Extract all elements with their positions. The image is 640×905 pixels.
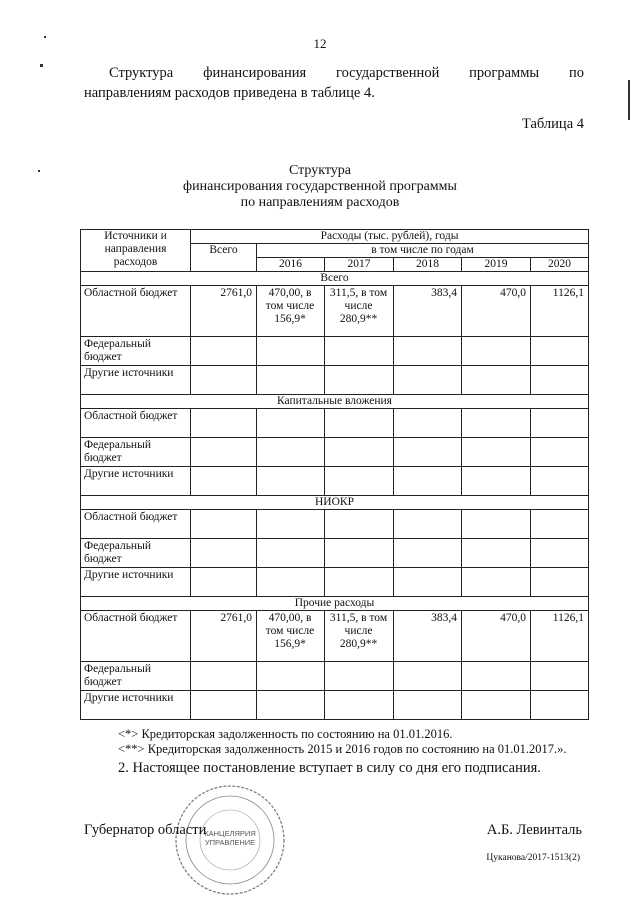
cell-year-value bbox=[531, 568, 589, 597]
cell-year-value bbox=[394, 568, 462, 597]
cell-year-value bbox=[462, 337, 531, 366]
cell-year-value bbox=[531, 366, 589, 395]
intro-paragraph bbox=[84, 63, 584, 103]
stamp-text: КАНЦЕЛЯРИЯ bbox=[204, 829, 256, 838]
cell-year-value: 1126,1 bbox=[531, 611, 589, 662]
scan-mark bbox=[38, 170, 40, 172]
cell-year-value bbox=[325, 539, 394, 568]
cell-year-value bbox=[257, 366, 325, 395]
section-row bbox=[81, 272, 589, 286]
table-title-line-2: финансирования государственной программы bbox=[183, 179, 457, 194]
cell-year-value bbox=[531, 467, 589, 496]
cell-year-value bbox=[257, 409, 325, 438]
footnote: <*> Кредиторская задолженность по состоянию на 01.01.2016. bbox=[118, 727, 453, 741]
section-title: НИОКР bbox=[81, 496, 589, 510]
cell-year-value bbox=[394, 337, 462, 366]
cell-year-value bbox=[462, 510, 531, 539]
header-total: Всего bbox=[191, 244, 257, 272]
cell-year-value bbox=[325, 467, 394, 496]
scan-mark bbox=[40, 64, 43, 67]
header-by-years: в том числе по годам bbox=[257, 244, 589, 258]
cell-year-value bbox=[531, 337, 589, 366]
cell-year-value bbox=[462, 467, 531, 496]
cell-year-value bbox=[394, 467, 462, 496]
row-label: Областной бюджет bbox=[81, 286, 191, 337]
cell-total bbox=[191, 366, 257, 395]
row-label: Областной бюджет bbox=[81, 409, 191, 438]
cell-year-value: 470,0 bbox=[462, 611, 531, 662]
official-stamp bbox=[172, 782, 288, 898]
cell-total bbox=[191, 662, 257, 691]
row-label: Федеральный бюджет bbox=[81, 539, 191, 568]
table-title-line-1: Структура bbox=[288, 163, 352, 178]
footnotes bbox=[118, 727, 567, 757]
cell-year-value bbox=[257, 467, 325, 496]
cell-total: 2761,0 bbox=[191, 611, 257, 662]
cell-year-value bbox=[394, 662, 462, 691]
signatory-title: Губернатор области bbox=[84, 822, 207, 838]
table-row bbox=[81, 510, 589, 539]
cell-total bbox=[191, 510, 257, 539]
table-row bbox=[81, 409, 589, 438]
row-label: Другие источники bbox=[81, 691, 191, 720]
row-label: Федеральный бюджет bbox=[81, 662, 191, 691]
row-label: Федеральный бюджет bbox=[81, 438, 191, 467]
header-year: 2016 bbox=[257, 258, 325, 272]
header-year: 2017 bbox=[325, 258, 394, 272]
row-label: Областной бюджет bbox=[81, 611, 191, 662]
cell-year-value bbox=[325, 510, 394, 539]
section-row bbox=[81, 496, 589, 510]
financing-table bbox=[80, 229, 589, 720]
cell-year-value bbox=[462, 366, 531, 395]
intro-line-2: направлениям расходов приведена в таблице 4. bbox=[84, 85, 375, 101]
intro-line-1: Структура финансирования государственной программы по bbox=[109, 65, 584, 81]
document-code: Цуканова/2017-1513(2) bbox=[486, 853, 580, 863]
header-year: 2020 bbox=[531, 258, 589, 272]
cell-year-value bbox=[325, 568, 394, 597]
cell-year-value: 311,5, в том числе 280,9** bbox=[325, 286, 394, 337]
header-year: 2019 bbox=[462, 258, 531, 272]
cell-year-value bbox=[462, 409, 531, 438]
cell-year-value: 383,4 bbox=[394, 286, 462, 337]
header-expenses: Расходы (тыс. рублей), годы bbox=[191, 230, 589, 244]
cell-year-value bbox=[257, 662, 325, 691]
table-body bbox=[81, 272, 589, 720]
cell-year-value bbox=[257, 510, 325, 539]
cell-total: 2761,0 bbox=[191, 286, 257, 337]
table-row bbox=[81, 662, 589, 691]
cell-year-value: 470,00, в том числе 156,9* bbox=[257, 611, 325, 662]
cell-total bbox=[191, 337, 257, 366]
cell-year-value: 1126,1 bbox=[531, 286, 589, 337]
cell-year-value bbox=[257, 539, 325, 568]
table-row bbox=[81, 467, 589, 496]
header-year: 2018 bbox=[394, 258, 462, 272]
cell-total bbox=[191, 568, 257, 597]
footnote: <**> Кредиторская задолженность 2015 и 2016 годов по состоянию на 01.01.2017.». bbox=[118, 742, 567, 756]
section-title: Капитальные вложения bbox=[81, 395, 589, 409]
row-label: Другие источники bbox=[81, 467, 191, 496]
cell-year-value bbox=[531, 691, 589, 720]
cell-year-value bbox=[462, 662, 531, 691]
table-row bbox=[81, 539, 589, 568]
cell-year-value: 470,0 bbox=[462, 286, 531, 337]
cell-year-value: 383,4 bbox=[394, 611, 462, 662]
cell-total bbox=[191, 467, 257, 496]
table-row bbox=[81, 691, 589, 720]
cell-year-value bbox=[325, 438, 394, 467]
cell-year-value bbox=[531, 438, 589, 467]
table-row bbox=[81, 337, 589, 366]
cell-year-value bbox=[325, 662, 394, 691]
section-row bbox=[81, 395, 589, 409]
cell-year-value bbox=[394, 539, 462, 568]
cell-year-value bbox=[394, 438, 462, 467]
cell-year-value bbox=[531, 662, 589, 691]
cell-total bbox=[191, 691, 257, 720]
cell-year-value bbox=[325, 337, 394, 366]
row-label: Другие источники bbox=[81, 568, 191, 597]
table-row bbox=[81, 438, 589, 467]
stamp-text: УПРАВЛЕНИЕ bbox=[204, 838, 256, 847]
table-row bbox=[81, 611, 589, 662]
header-sources: Источники и направления расходов bbox=[81, 230, 191, 272]
cell-year-value: 470,00, в том числе 156,9* bbox=[257, 286, 325, 337]
cell-year-value bbox=[394, 510, 462, 539]
row-label: Федеральный бюджет bbox=[81, 337, 191, 366]
cell-year-value bbox=[394, 409, 462, 438]
cell-year-value bbox=[325, 366, 394, 395]
cell-year-value bbox=[462, 539, 531, 568]
cell-year-value bbox=[257, 337, 325, 366]
cell-year-value bbox=[325, 409, 394, 438]
table-row bbox=[81, 366, 589, 395]
cell-total bbox=[191, 438, 257, 467]
section-title: Прочие расходы bbox=[81, 597, 589, 611]
cell-year-value bbox=[394, 691, 462, 720]
section-row bbox=[81, 597, 589, 611]
section-title: Всего bbox=[81, 272, 589, 286]
table-label: Таблица 4 bbox=[521, 116, 584, 132]
signatory-name: А.Б. Левинталь bbox=[486, 822, 582, 838]
cell-year-value bbox=[257, 691, 325, 720]
scan-mark bbox=[628, 80, 630, 120]
cell-year-value bbox=[462, 691, 531, 720]
cell-total bbox=[191, 409, 257, 438]
table-row bbox=[81, 286, 589, 337]
cell-year-value bbox=[462, 438, 531, 467]
cell-year-value bbox=[531, 539, 589, 568]
cell-year-value: 311,5, в том числе 280,9** bbox=[325, 611, 394, 662]
clause-text: 2. Настоящее постановление вступает в силу со дня его подписания. bbox=[118, 760, 541, 776]
page-number: 12 bbox=[313, 36, 327, 51]
table-title-line-3: по направлениям расходов bbox=[240, 195, 400, 210]
cell-year-value bbox=[531, 510, 589, 539]
row-label: Другие источники bbox=[81, 366, 191, 395]
scan-mark bbox=[44, 36, 46, 38]
cell-year-value bbox=[394, 366, 462, 395]
cell-year-value bbox=[531, 409, 589, 438]
cell-total bbox=[191, 539, 257, 568]
cell-year-value bbox=[325, 691, 394, 720]
row-label: Областной бюджет bbox=[81, 510, 191, 539]
table-title bbox=[0, 163, 640, 211]
cell-year-value bbox=[462, 568, 531, 597]
table-row bbox=[81, 568, 589, 597]
cell-year-value bbox=[257, 438, 325, 467]
cell-year-value bbox=[257, 568, 325, 597]
